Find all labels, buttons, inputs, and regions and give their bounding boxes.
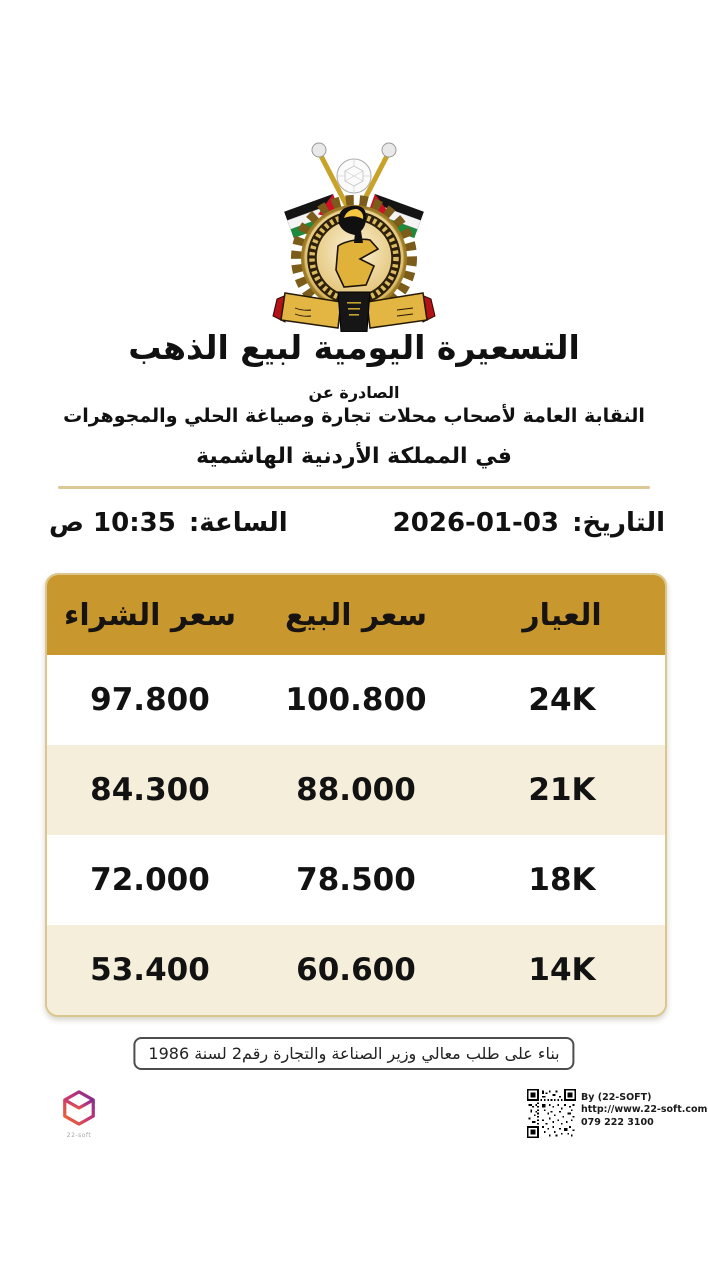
buy-price-value: 84.300	[90, 772, 210, 808]
datetime-row	[45, 508, 665, 538]
kingdom-line: في المملكة الأردنية الهاشمية	[196, 444, 512, 469]
table-row-18k	[47, 835, 665, 925]
diamond-icon	[337, 159, 371, 193]
sell-price-value: 78.500	[296, 862, 416, 898]
table-header-row	[47, 575, 665, 655]
page-title: التسعيرة اليومية لبيع الذهب	[128, 328, 580, 367]
gold-price-table	[45, 573, 667, 1017]
header-sell-price: سعر البيع	[284, 597, 428, 633]
credit-text-block	[581, 1089, 707, 1129]
qr-code-icon	[527, 1089, 576, 1138]
brand-block	[57, 1089, 101, 1139]
table-row-24k	[47, 655, 665, 745]
sell-price-value: 88.000	[296, 772, 416, 808]
time-label: الساعة:	[188, 508, 288, 538]
karat-value: 18K	[528, 862, 596, 898]
buy-price-value: 72.000	[90, 862, 210, 898]
table-row-14k	[47, 925, 665, 1015]
karat-value: 14K	[528, 952, 596, 988]
brand-caption: 22-soft	[66, 1132, 92, 1139]
credit-phone: 079 222 3100	[581, 1116, 654, 1128]
time-value: 10:35 ص	[49, 508, 176, 538]
buy-price-value: 53.400	[90, 952, 210, 988]
header-buy-price: سعر الشراء	[64, 597, 236, 633]
buy-price-value: 97.800	[90, 682, 210, 718]
gold-separator	[58, 486, 650, 489]
syndicate-name-line: النقابة العامة لأصحاب محلات تجارة وصياغة الحلي والمجوهرات	[63, 405, 645, 427]
credit-by: By (22-SOFT)	[581, 1092, 652, 1103]
header-karat: العيار	[522, 597, 602, 633]
date-value: 03-01-2026	[392, 508, 560, 538]
ministerial-note: بناء على طلب معالي وزير الصناعة والتجارة رقم2 لسنة 1986	[133, 1037, 574, 1070]
date-label: التاريخ:	[572, 508, 665, 538]
issued-by-line: الصادرة عن	[308, 383, 400, 402]
syndicate-emblem-graphic	[269, 136, 439, 332]
table-row-21k	[47, 745, 665, 835]
software-credit	[527, 1089, 707, 1138]
ribbon-banner	[273, 292, 435, 332]
time-field	[45, 508, 288, 538]
syndicate-emblem	[269, 136, 439, 336]
cube-logo-icon	[60, 1089, 98, 1127]
sell-price-value: 100.800	[285, 682, 427, 718]
date-field	[389, 508, 665, 538]
karat-value: 21K	[528, 772, 596, 808]
credit-url: http://www.22-soft.com	[581, 1104, 708, 1116]
karat-value: 24K	[528, 682, 596, 718]
sell-price-value: 60.600	[296, 952, 416, 988]
